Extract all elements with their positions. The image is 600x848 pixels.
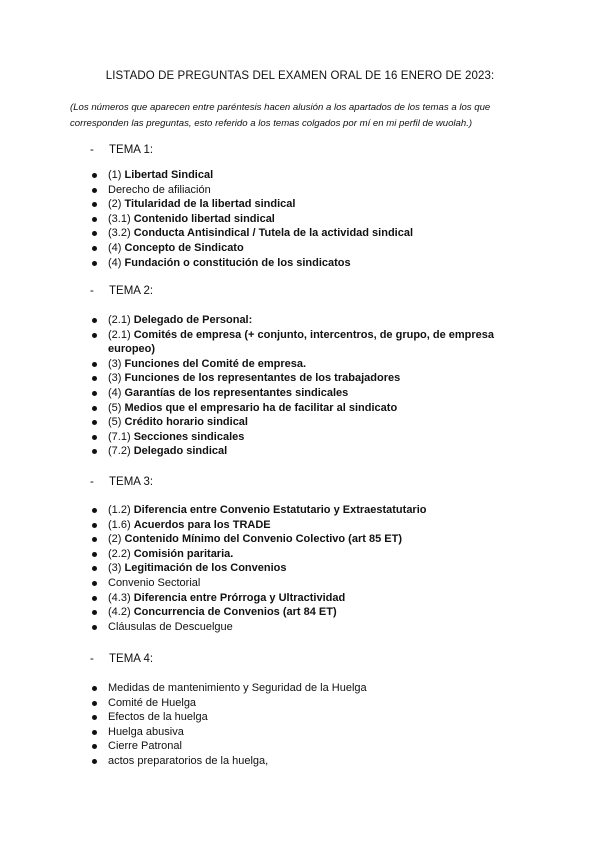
section-title: TEMA 3: xyxy=(109,476,154,488)
dash-marker: - xyxy=(90,476,94,488)
item-ref: (3) xyxy=(108,357,122,370)
section-title: TEMA 2: xyxy=(109,285,154,297)
list-item xyxy=(90,576,530,591)
item-ref: (4) xyxy=(108,256,122,269)
list-item xyxy=(90,371,530,386)
item-text: Delegado de Personal: xyxy=(133,314,253,326)
item-text: Legitimación de los Convenios xyxy=(124,562,287,575)
section-heading xyxy=(90,283,530,299)
item-ref: (2) xyxy=(108,533,122,546)
section-heading xyxy=(90,142,530,158)
section-tema-1 xyxy=(90,142,530,270)
list-item xyxy=(90,444,530,459)
list-item xyxy=(90,212,530,227)
item-text: Libertad Sindical xyxy=(124,169,214,181)
list-item xyxy=(90,681,530,696)
question-list xyxy=(90,313,530,459)
item-ref: (1.6) xyxy=(108,518,131,531)
list-item xyxy=(90,605,530,620)
item-text: Huelga abusiva xyxy=(108,725,184,738)
list-item xyxy=(90,561,530,576)
item-text: Medidas de mantenimiento y Seguridad de la Huelga xyxy=(108,682,367,694)
list-item xyxy=(90,518,530,533)
document-note: (Los números que aparecen entre paréntesis hacen alusión a los apartados de los temas a los que corresponden las preguntas, esto referido a los temas colgados por mí en mi perfil de wuolah.) xyxy=(70,102,491,129)
item-ref: (5) xyxy=(108,416,122,429)
list-item xyxy=(90,710,530,725)
item-ref: (4.3) xyxy=(108,591,131,604)
list-item xyxy=(90,547,530,562)
list-item xyxy=(90,256,530,271)
item-text: Contenido Mínimo del Convenio Colectivo (art 85 ET) xyxy=(124,533,402,546)
list-item xyxy=(90,532,530,547)
dash-marker: - xyxy=(90,144,94,156)
item-text: Garantías de los representantes sindicales xyxy=(124,386,349,399)
list-item xyxy=(90,226,530,241)
list-item xyxy=(90,591,530,606)
list-item xyxy=(90,725,530,740)
item-text: Fundación o constitución de los sindicatos xyxy=(124,256,351,269)
question-list xyxy=(90,503,530,634)
list-item xyxy=(90,386,530,401)
item-text: Concurrencia de Convenios (art 84 ET) xyxy=(133,606,337,619)
section-tema-4 xyxy=(90,651,530,769)
item-text: Delegado sindical xyxy=(133,445,228,458)
list-item xyxy=(90,357,530,372)
question-list xyxy=(90,168,530,270)
item-text: Comisión paritaria. xyxy=(133,547,234,560)
list-item xyxy=(90,620,530,635)
item-text: Crédito horario sindical xyxy=(124,416,248,429)
item-text: Derecho de afiliación xyxy=(108,183,211,196)
list-item xyxy=(90,503,530,518)
item-text: Secciones sindicales xyxy=(133,430,245,443)
item-ref: (4) xyxy=(108,241,122,254)
item-ref: (2) xyxy=(108,198,122,211)
item-ref: (2.1) xyxy=(108,328,131,341)
section-tema-2 xyxy=(90,283,530,459)
item-text: Comité de Huelga xyxy=(108,696,197,709)
item-text: Comités de empresa (+ conjunto, intercentros, de grupo, de empresa europeo) xyxy=(108,328,495,356)
list-item xyxy=(90,241,530,256)
item-ref: (4.2) xyxy=(108,606,131,619)
item-text: Cierre Patronal xyxy=(108,740,182,753)
item-text: Acuerdos para los TRADE xyxy=(133,518,271,531)
item-text: Diferencia entre Convenio Estatutario y Extraestatutario xyxy=(133,504,427,516)
item-ref: (7.1) xyxy=(108,430,131,443)
section-tema-3 xyxy=(90,474,530,634)
question-list xyxy=(90,681,530,769)
item-ref: (1.2) xyxy=(108,504,131,516)
list-item xyxy=(90,430,530,445)
item-ref: (4) xyxy=(108,386,122,399)
item-ref: (3) xyxy=(108,562,122,575)
item-ref: (3) xyxy=(108,372,122,385)
item-text: Concepto de Sindicato xyxy=(124,241,244,254)
item-ref: (2.1) xyxy=(108,314,131,326)
item-ref: (1) xyxy=(108,169,122,181)
item-text: actos preparatorios de la huelga, xyxy=(108,754,269,767)
item-ref: (3.2) xyxy=(108,227,131,240)
item-ref: (7.2) xyxy=(108,445,131,458)
item-text: Cláusulas de Descuelgue xyxy=(108,620,233,633)
item-text: Funciones de los representantes de los trabajadores xyxy=(124,372,401,385)
item-text: Contenido libertad sindical xyxy=(133,212,275,225)
list-item xyxy=(90,415,530,430)
item-text: Diferencia entre Prórroga y Ultractividad xyxy=(133,591,346,604)
list-item xyxy=(90,739,530,754)
section-heading xyxy=(90,474,530,490)
list-item xyxy=(90,197,530,212)
section-title: TEMA 1: xyxy=(109,144,154,156)
list-item xyxy=(90,328,530,357)
list-item xyxy=(90,401,530,416)
item-text: Funciones del Comité de empresa. xyxy=(124,357,307,370)
item-ref: (3.1) xyxy=(108,212,131,225)
list-item xyxy=(90,696,530,711)
section-heading xyxy=(90,651,530,667)
item-text: Convenio Sectorial xyxy=(108,576,201,589)
dash-marker: - xyxy=(90,285,94,297)
item-text: Medios que el empresario ha de facilitar al sindicato xyxy=(124,401,398,414)
item-text: Efectos de la huelga xyxy=(108,711,208,724)
section-title: TEMA 4: xyxy=(109,653,154,665)
list-item xyxy=(90,754,530,769)
list-item xyxy=(90,168,530,183)
list-item xyxy=(90,183,530,198)
dash-marker: - xyxy=(90,653,94,665)
item-text: Titularidad de la libertad sindical xyxy=(124,198,296,211)
item-ref: (2.2) xyxy=(108,547,131,560)
document-title: LISTADO DE PREGUNTAS DEL EXAMEN ORAL DE 16 ENERO DE 2023: xyxy=(105,70,495,82)
item-ref: (5) xyxy=(108,401,122,414)
item-text: Conducta Antisindical / Tutela de la actividad sindical xyxy=(133,227,414,240)
list-item xyxy=(90,313,530,328)
